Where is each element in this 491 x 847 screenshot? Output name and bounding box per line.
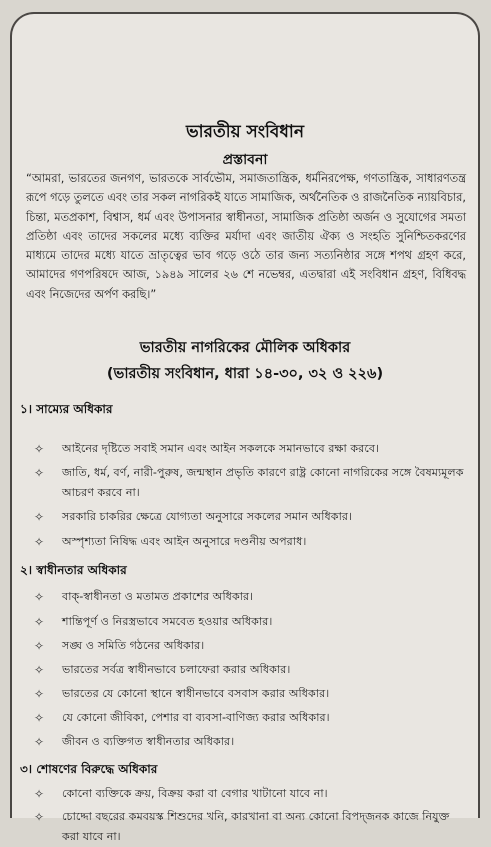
diamond-bullet-icon: ✧ xyxy=(34,535,45,549)
list-item-text: ভারতের যে কোনো স্থানে স্বাধীনভাবে বসবাস করার অধিকার। xyxy=(62,687,330,700)
diamond-bullet-icon: ✧ xyxy=(34,639,45,653)
list-item-text: সঙ্ঘ ও সমিতি গঠনের অধিকার। xyxy=(62,639,205,652)
diamond-bullet-icon: ✧ xyxy=(34,735,45,749)
list-item-text: চোদ্দো বছরের কমবয়স্ক শিশুদের খনি, কারখানা বা অন্য কোনো বিপদ্জনক কাজে নিযুক্ত করা যাবে না। xyxy=(62,810,450,843)
diamond-bullet-icon: ✧ xyxy=(34,466,45,480)
list-item xyxy=(34,636,464,656)
document-page xyxy=(10,12,480,843)
section-heading-against-exploitation: ৩। শোষণের বিরুদ্ধে অধিকার xyxy=(20,762,158,776)
list-item-text: জাতি, ধর্ম, বর্ণ, নারী-পুরুষ, জন্মস্থান প্রভৃতি কারণে রাষ্ট্র কোনো নাগরিকের সঙ্গে বৈষম্যমূলক আচরণ করবে না। xyxy=(62,466,464,499)
fundamental-rights-heading: ভারতীয় নাগরিকের মৌলিক অধিকার xyxy=(139,340,351,356)
list-item-text: জীবন ও ব্যক্তিগত স্বাধীনতার অধিকার। xyxy=(62,735,235,748)
list-item xyxy=(34,684,464,704)
list-item xyxy=(34,507,464,527)
diamond-bullet-icon: ✧ xyxy=(34,787,45,801)
list-item xyxy=(34,439,464,459)
list-item xyxy=(34,660,464,680)
list-item xyxy=(34,463,464,503)
list-item xyxy=(34,708,464,728)
list-item-text: কোনো ব্যক্তিকে ক্রয়, বিক্রয় করা বা বেগার খাটানো যাবে না। xyxy=(62,787,328,800)
diamond-bullet-icon: ✧ xyxy=(34,510,45,524)
diamond-bullet-icon: ✧ xyxy=(34,590,45,604)
list-item xyxy=(34,587,464,607)
fundamental-rights-subheading: (ভারতীয় সংবিধান, ধারা ১৪-৩০, ৩২ ও ২২৬) xyxy=(106,366,384,382)
diamond-bullet-icon: ✧ xyxy=(34,711,45,725)
list-item xyxy=(34,612,464,632)
diamond-bullet-icon: ✧ xyxy=(34,663,45,677)
list-item xyxy=(34,732,464,752)
list-item xyxy=(34,807,464,847)
section-heading-freedom: ২। স্বাধীনতার অধিকার xyxy=(20,563,127,577)
list-item-text: ভারতের সর্বত্র স্বাধীনভাবে চলাফেরা করার অধিকার। xyxy=(62,663,291,676)
document-title: ভারতীয় সংবিধান xyxy=(186,122,304,142)
diamond-bullet-icon: ✧ xyxy=(34,810,45,824)
list-item-text: আইনের দৃষ্টিতে সবাই সমান এবং আইন সকলকে সমানভাবে রক্ষা করবে। xyxy=(62,442,380,455)
list-item-text: সরকারি চাকরির ক্ষেত্রে যোগ্যতা অনুসারে সকলের সমান অধিকার। xyxy=(62,510,353,523)
list-item-text: যে কোনো জীবিকা, পেশার বা ব্যবসা-বাণিজ্য করার অধিকার। xyxy=(62,711,330,724)
preamble-heading: প্রস্তাবনা xyxy=(222,152,268,168)
diamond-bullet-icon: ✧ xyxy=(34,442,45,456)
list-item xyxy=(34,784,464,804)
diamond-bullet-icon: ✧ xyxy=(34,687,45,701)
list-item-text: শান্তিপূর্ণ ও নিরস্ত্রভাবে সমবেত হওয়ার অধিকার। xyxy=(62,615,273,628)
section-heading-equality: ১। সাম্যের অধিকার xyxy=(20,402,113,416)
list-item-text: অস্পৃশ্যতা নিষিদ্ধ এবং আইন অনুসারে দণ্ডনীয় অপরাধ। xyxy=(62,535,307,548)
diamond-bullet-icon: ✧ xyxy=(34,615,45,629)
preamble-text: “আমরা, ভারতের জনগণ, ভারতকে সার্বভৌম, সমাজতান্ত্রিক, ধর্মনিরপেক্ষ, গণতান্ত্রিক, সাধারণতন্ত্র রূপে গড়ে তুলতে এবং তার সকল নাগরিকই যাতে সামাজিক, অর্থনৈতিক ও রাজনৈতিক ন্যায়বিচার, চিন্তা, মতপ্রকাশ, বিশ্বাস, ধর্ম এবং উপাসনার স্বাধীনতা, সামাজিক প্রতিষ্ঠা অর্জন ও সুযোগের সমতা প্রতিষ্ঠা এবং তাদের সকলের মধ্যে ব্যক্তির মর্যাদা এবং জাতীয় ঐক্য ও সংহতি সুনিশ্চিতকরণের মাধ্যমে তাদের মধ্যে যাতে ভ্রাতৃত্বের ভাব গড়ে ওঠে তার জন্য সত্যনিষ্ঠার সঙ্গে শপথ গ্রহণ করে, আমাদের গণপরিষদে আজ, ১৯৪৯ সালের ২৬ শে নভেম্বর, এতদ্বারা এই সংবিধান গ্রহণ, বিধিবদ্ধ এবং নিজেদের অর্পণ করছি।” xyxy=(26,172,466,301)
list-item xyxy=(34,532,464,552)
list-item-text: বাক্-স্বাধীনতা ও মতামত প্রকাশের অধিকার। xyxy=(62,590,254,603)
